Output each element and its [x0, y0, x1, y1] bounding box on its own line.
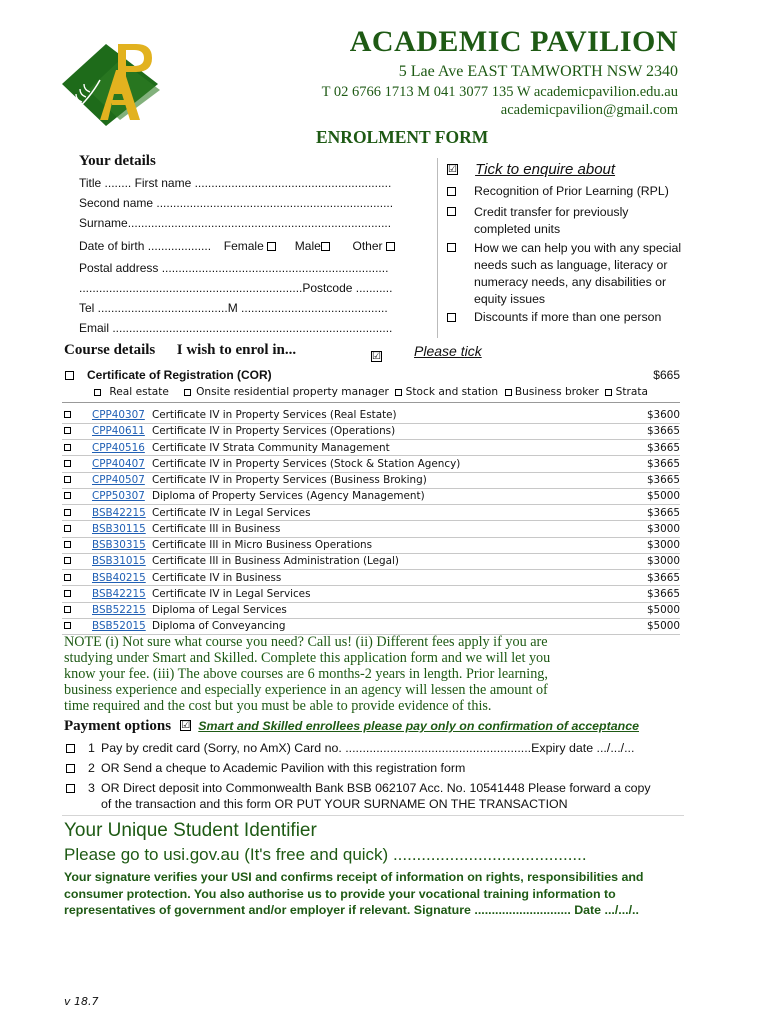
checked-box-icon: ☑ [181, 720, 191, 731]
smart-skilled-note: Smart and Skilled enrollees please pay only on confirmation of acceptance [198, 719, 639, 733]
course-fee: $3600 [646, 409, 680, 421]
note-text [64, 634, 550, 714]
course-code-link[interactable]: BSB52015 [92, 620, 146, 633]
course-name: Certificate III in Business Administration (Legal) [152, 555, 399, 568]
course-fee: $5000 [646, 604, 680, 616]
course-fee: $3665 [646, 425, 680, 438]
payment-checkbox[interactable] [66, 744, 75, 753]
enquire-heading: Tick to enquire about [475, 161, 616, 178]
cor-option-label: Business broker [514, 386, 599, 398]
course-fee: $3665 [646, 474, 680, 486]
checked-box-icon: ☑ [448, 164, 457, 175]
email-field[interactable]: Email .................................................................................... [79, 321, 393, 335]
note-line: time required and the cost but you must be able to provide evidence of this. [64, 698, 492, 714]
course-name: Certificate IV in Property Services (Real Estate) [152, 409, 397, 421]
payment-option-text: OR Direct deposit into Commonwealth Bank BSB 062107 Acc. No. 10541448 Please forward a copy [101, 781, 651, 795]
course-name: Diploma of Conveyancing [152, 620, 286, 633]
payment-option-direct-deposit-cont: of the transaction and this form OR PUT YOUR SURNAME ON THE TRANSACTION [101, 797, 568, 811]
cor-option-checkbox[interactable] [605, 389, 612, 396]
course-row[interactable] [62, 423, 680, 439]
payment-heading-row [64, 715, 639, 735]
course-heading-row [64, 342, 296, 359]
dob-field[interactable]: Date of birth ................... [79, 239, 212, 253]
course-row[interactable] [62, 618, 680, 634]
tel-mobile-field[interactable]: Tel .......................................M ............................................ [79, 301, 388, 315]
usi-heading: Your Unique Student Identifier [64, 820, 317, 841]
form-title: ENROLMENT FORM [316, 127, 489, 147]
cor-label: Certificate of Registration (COR) [87, 368, 272, 382]
cor-row[interactable] [64, 368, 680, 384]
course-name: Certificate IV in Property Services (Business Broking) [152, 474, 427, 486]
signature-text [64, 869, 643, 919]
payment-divider [62, 815, 684, 816]
course-row[interactable] [62, 505, 680, 521]
postcode-field[interactable]: ...................................................................Postcode ........... [79, 281, 393, 295]
second-name-field[interactable]: Second name ....................................................................... [79, 196, 394, 210]
email-address: academicpavilion@gmail.com [500, 102, 678, 118]
cor-option-label: Stock and station [405, 386, 499, 398]
course-row[interactable] [62, 537, 680, 553]
course-code-link[interactable]: BSB42215 [92, 506, 146, 519]
course-code-link[interactable]: BSB42215 [92, 587, 146, 600]
course-code-link[interactable]: CPP40507 [92, 474, 145, 486]
course-name: Diploma of Property Services (Agency Management) [152, 490, 425, 503]
course-name: Certificate III in Business [152, 522, 281, 535]
cor-option-checkbox[interactable] [395, 389, 402, 396]
course-checkbox[interactable] [64, 492, 71, 499]
course-fee: $5000 [646, 620, 680, 633]
enquire-checkbox[interactable] [447, 313, 456, 322]
column-divider [437, 158, 438, 338]
enquire-item-label: Recognition of Prior Learning (RPL) [474, 184, 669, 198]
other-label: Other [352, 239, 383, 253]
course-name: Certificate IV in Legal Services [152, 587, 311, 600]
course-fee: $3665 [646, 506, 680, 519]
address: 5 Lae Ave EAST TAMWORTH NSW 2340 [398, 63, 678, 80]
payment-option-text: OR Send a cheque to Academic Pavilion with this registration form [101, 761, 466, 775]
course-checkbox[interactable] [64, 460, 71, 467]
course-checkbox[interactable] [64, 427, 71, 434]
enquire-item-label: Credit transfer for previously completed units [474, 205, 629, 236]
course-row[interactable] [62, 586, 680, 602]
course-checkbox[interactable] [64, 509, 71, 516]
other-checkbox[interactable] [386, 242, 395, 251]
course-checkbox[interactable] [64, 444, 71, 451]
note-line: know your fee. (iii) The above courses are 6 months-2 years in length. Prior learning, [64, 666, 548, 682]
signature-line[interactable]: representatives of government and/or employer if relevant. Signature ............................ Date .../.../.. [64, 903, 639, 917]
course-code-link[interactable]: BSB31015 [92, 555, 146, 568]
cor-option-checkbox[interactable] [505, 389, 512, 396]
please-tick-label: Please tick [414, 343, 482, 359]
course-row[interactable] [62, 488, 680, 504]
enquire-checkbox[interactable] [447, 207, 456, 216]
course-row[interactable] [62, 570, 680, 586]
course-checkbox[interactable] [64, 541, 71, 548]
course-code-link[interactable]: CPP50307 [92, 490, 145, 503]
dob-row [79, 239, 395, 253]
cor-options-row [94, 386, 648, 398]
cor-checkbox[interactable] [65, 371, 74, 380]
course-name: Certificate IV Strata Community Management [152, 441, 390, 454]
note-line: business experience and especially experience in an agency will lessen the amount of [64, 682, 548, 698]
enquire-checkbox[interactable] [447, 187, 456, 196]
course-fee: $3000 [646, 555, 680, 568]
course-row[interactable] [62, 407, 680, 423]
cor-divider [62, 402, 680, 403]
course-row[interactable] [62, 456, 680, 472]
course-name: Certificate IV in Business [152, 571, 282, 584]
course-row[interactable] [62, 521, 680, 537]
course-code-link[interactable]: CPP40516 [92, 441, 145, 454]
course-name: Certificate IV in Property Services (Stock & Station Agency) [152, 457, 461, 470]
payment-option-number: 2 [88, 761, 95, 775]
course-checkbox[interactable] [64, 574, 71, 581]
course-code-link[interactable]: CPP40611 [92, 425, 145, 438]
enquire-item-label: How we can help you with any special needs such as language, literacy or numeracy needs, any disabilities or equity issues [474, 241, 682, 306]
course-code-link[interactable]: CPP40307 [92, 409, 145, 421]
course-code-link[interactable]: BSB30115 [92, 522, 146, 535]
female-checkbox[interactable] [267, 242, 276, 251]
course-fee: $3665 [646, 457, 680, 470]
course-fee: $3665 [646, 571, 680, 584]
female-label: Female [223, 239, 264, 253]
course-checkbox[interactable] [64, 411, 71, 418]
page-title: ACADEMIC PAVILION [349, 25, 678, 58]
course-checkbox[interactable] [64, 622, 71, 629]
cor-option-checkbox[interactable] [184, 389, 191, 396]
cor-option-label: Real estate [109, 386, 169, 398]
cor-option-label: Onsite residential property manager [196, 386, 389, 398]
course-checkbox[interactable] [64, 525, 71, 532]
signature-line: consumer protection. You also authorise us to provide your vocational training information to [64, 886, 616, 901]
male-checkbox[interactable] [321, 242, 330, 251]
course-heading: Course details [64, 342, 156, 358]
enquire-checkbox[interactable] [447, 243, 456, 252]
course-fee: $3665 [646, 441, 680, 454]
course-fee: $5000 [646, 490, 680, 503]
details-heading: Your details [79, 153, 156, 169]
course-fee: $3000 [646, 539, 680, 551]
enquire-heading-row [447, 159, 615, 178]
payment-option-text: Pay by credit card (Sorry, no AmX) Card no. ......................................................Expiry date .../.../... [101, 741, 635, 755]
payment-option-number: 1 [88, 741, 95, 755]
postal-address-field[interactable]: Postal address .................................................................... [79, 261, 389, 275]
course-checkbox[interactable] [64, 476, 71, 483]
course-checkbox[interactable] [64, 590, 71, 597]
cor-option-checkbox[interactable] [94, 389, 101, 396]
academic-pavilion-logo [60, 40, 172, 132]
signature-line: Your signature verifies your USI and confirms receipt of information on rights, responsibilities and [64, 870, 644, 884]
course-checkbox[interactable] [64, 606, 71, 613]
course-row[interactable] [62, 602, 680, 618]
course-code-link[interactable]: CPP40407 [92, 457, 145, 470]
checked-box-icon: ☑ [372, 351, 381, 362]
course-row[interactable] [62, 440, 680, 456]
course-fee: $3665 [646, 587, 680, 600]
payment-option-number: 3 [88, 781, 95, 795]
course-checkbox[interactable] [64, 557, 71, 564]
cor-option-label: Strata [615, 386, 649, 398]
course-row[interactable] [62, 472, 680, 488]
version-label: v 18.7 [64, 995, 99, 1008]
course-code-link[interactable]: BSB52215 [92, 604, 146, 616]
course-code-link[interactable]: BSB30315 [92, 539, 146, 551]
enquire-item-label: Discounts if more than one person [474, 310, 662, 324]
course-name: Certificate IV in Property Services (Operations) [152, 425, 396, 438]
cor-fee: $665 [653, 368, 680, 382]
payment-heading: Payment options [64, 718, 172, 734]
course-name: Diploma of Legal Services [152, 604, 287, 616]
note-line: studying under Smart and Skilled. Complete this application form and we will let you [64, 650, 551, 666]
course-code-link[interactable]: BSB40215 [92, 571, 146, 584]
male-label: Male [294, 239, 321, 253]
usi-instruction: Please go to usi.gov.au (It's free and quick) ......................................... [64, 845, 587, 864]
course-fee: $3000 [646, 522, 680, 535]
course-row[interactable] [62, 553, 680, 569]
enrol-label: I wish to enrol in... [176, 342, 297, 358]
course-name: Certificate IV in Legal Services [152, 506, 311, 519]
payment-checkbox[interactable] [66, 784, 75, 793]
note-line: NOTE (i) Not sure what course you need? Call us! (ii) Different fees apply if you are [64, 634, 548, 650]
contact-line: T 02 6766 1713 M 041 3077 135 W academicpavilion.edu.au [321, 84, 678, 100]
surname-field[interactable]: Surname............................................................................... [79, 216, 392, 230]
title-firstname-field[interactable]: Title ........ First name ........................................................... [79, 176, 392, 190]
course-name: Certificate III in Micro Business Operations [152, 539, 373, 551]
payment-checkbox[interactable] [66, 764, 75, 773]
